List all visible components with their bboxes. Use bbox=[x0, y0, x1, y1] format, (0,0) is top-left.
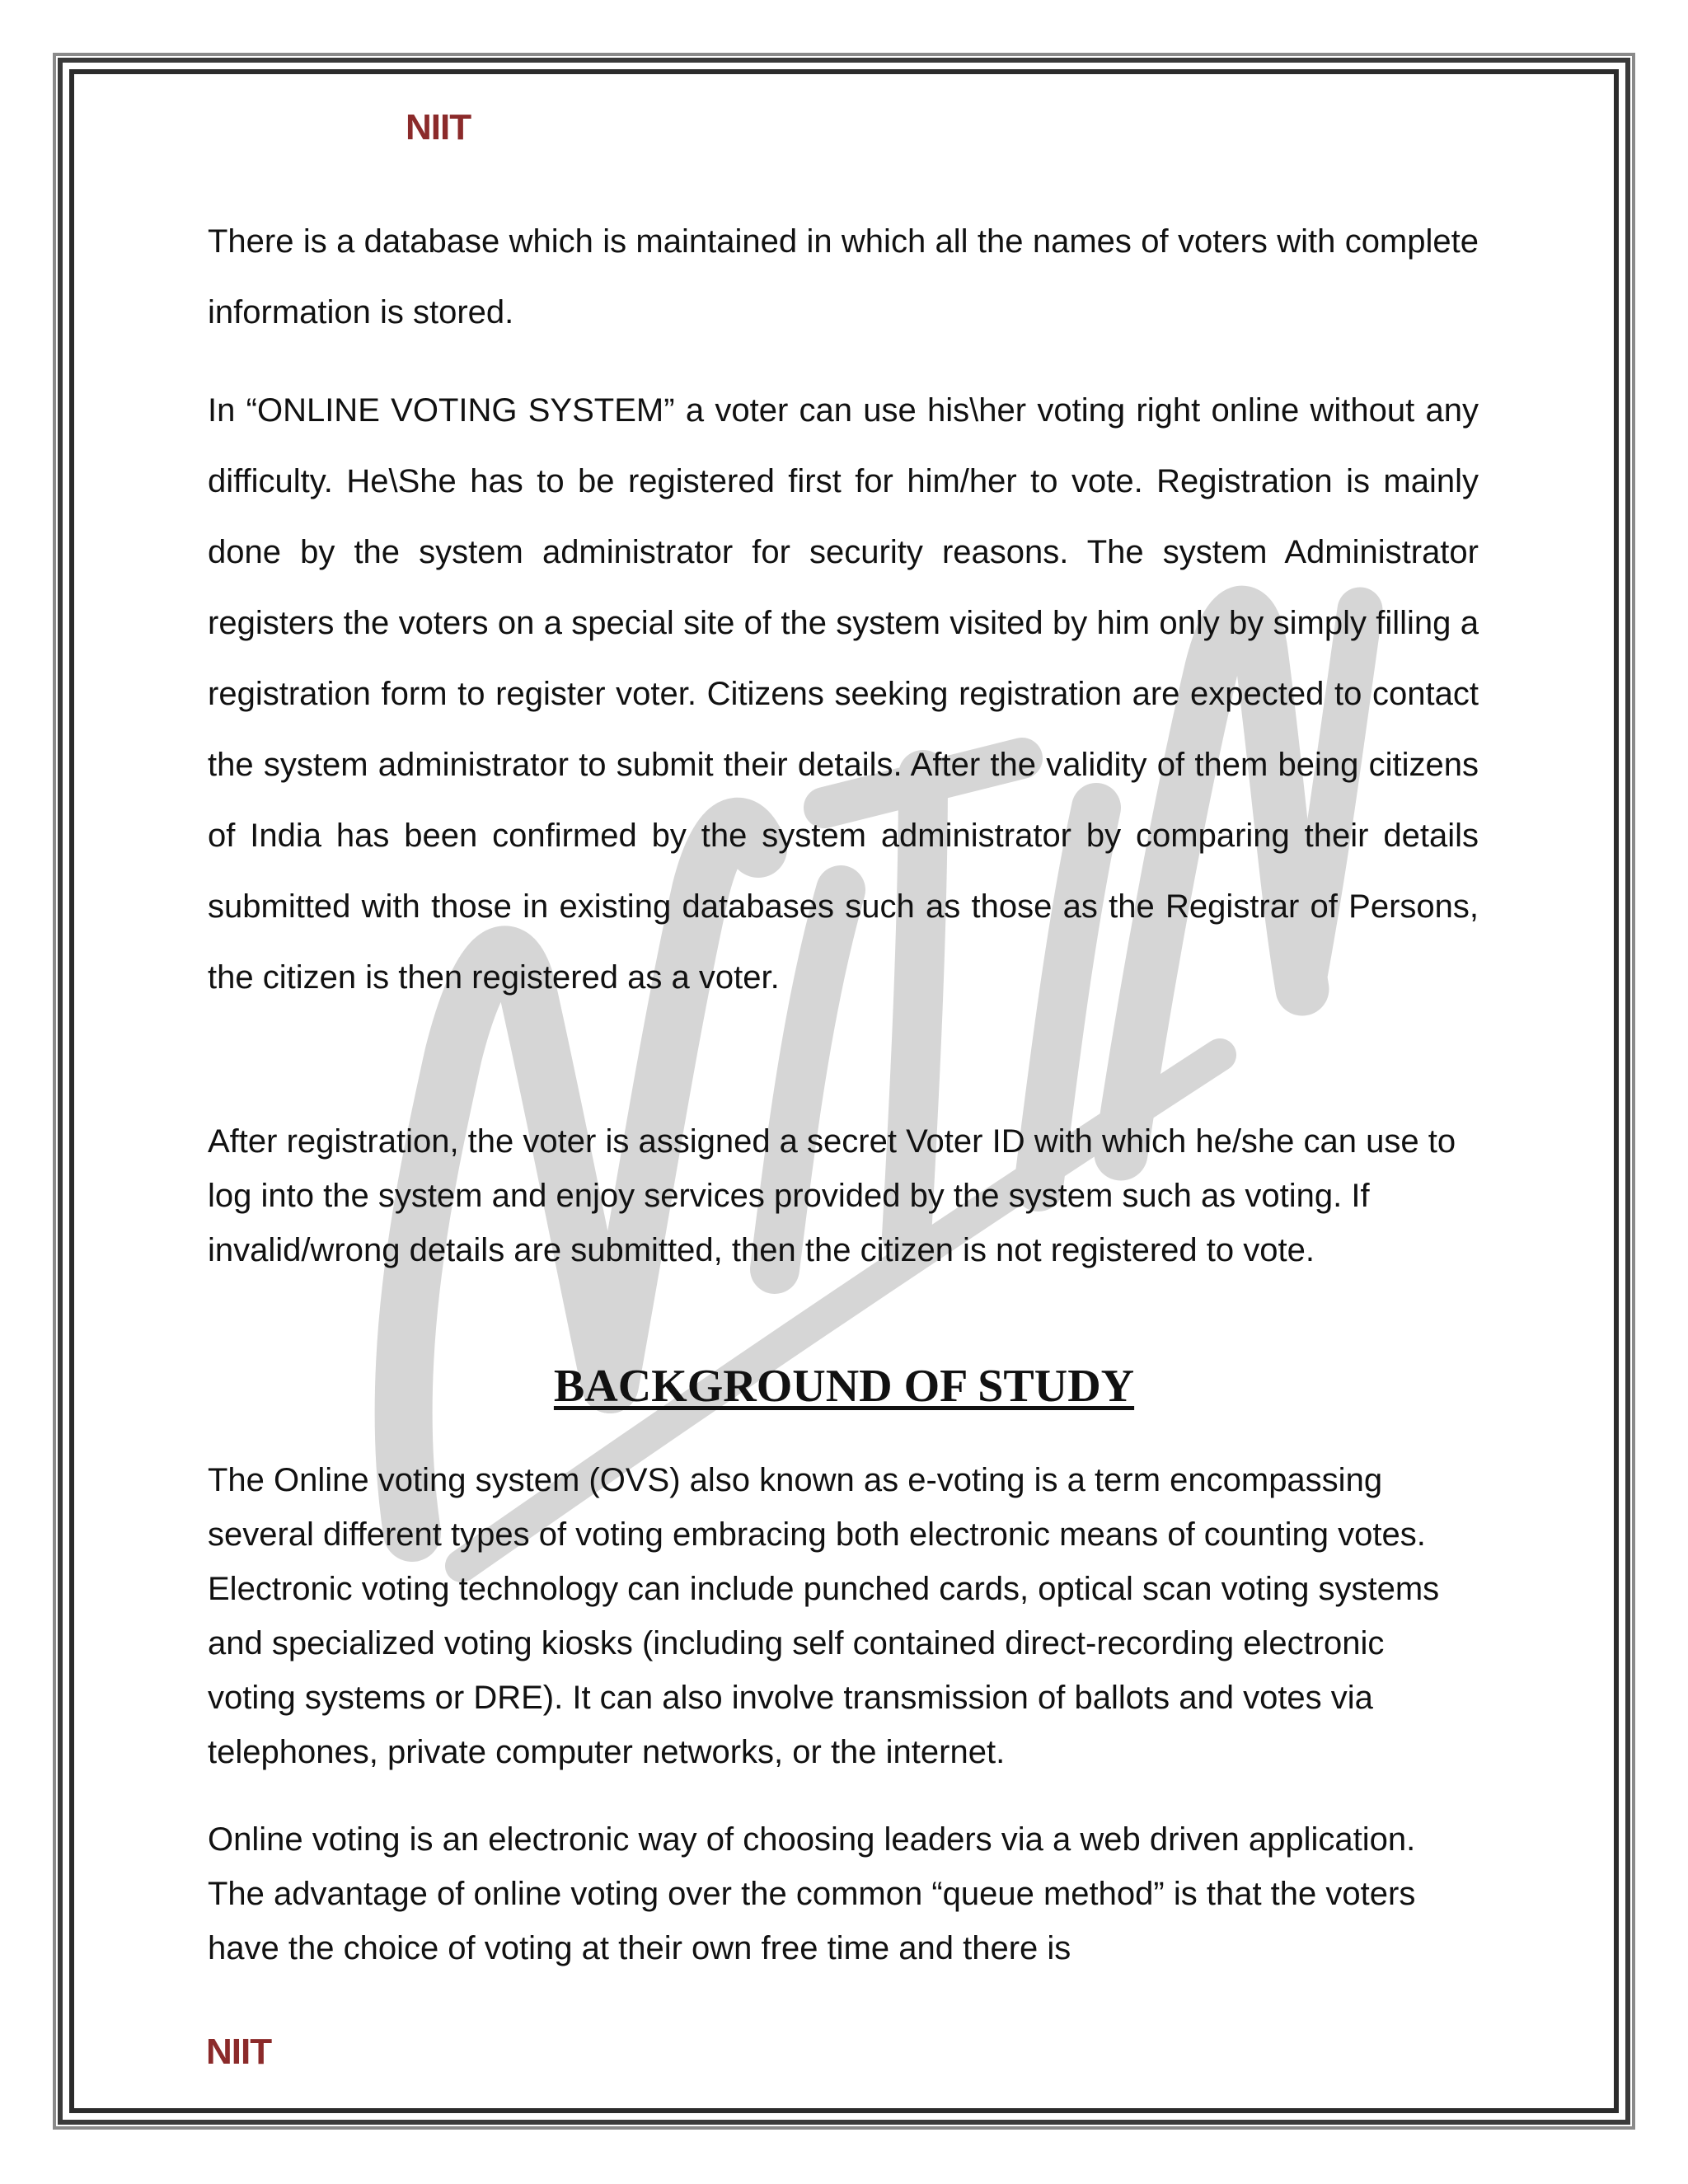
header-logo: NIIT bbox=[406, 107, 471, 148]
paragraph-database: There is a database which is maintained in which all the names of voters with complete information is stored. bbox=[208, 223, 1479, 330]
footer-logo: NIIT bbox=[206, 2032, 272, 2072]
paragraph-after-registration: After registration, the voter is assigned a secret Voter ID with which he/she can use to log into the system and enjoy services provided by the system such as voting. If invalid/wrong details are submitted, then the citizen is not registered to vote. bbox=[208, 1123, 1456, 1268]
section-heading: BACKGROUND OF STUDY bbox=[553, 1361, 1135, 1412]
paragraph-ovs-definition: The Online voting system (OVS) also known as e-voting is a term encompassing several different types of voting embracing both electronic means of counting votes. Electronic voting technology can include punched cards, optical scan voting systems and specialized voting kiosks (including self contained direct-recording electronic voting systems or DRE). It can also involve transmission of ballots and votes via telephones, private computer networks, or the internet. bbox=[208, 1462, 1440, 1770]
paragraph-online-voting-system: In “ONLINE VOTING SYSTEM” a voter can use his\her voting right online without any difficulty. He\She has to be registered first for him/her to vote. Registration is mainly done by the system administrator for security reasons. The system Administrator registers the voters on a special site of the system visited by him only by simply filling a registration form to register voter. Citizens seeking registration are expected to contact the system administrator to submit their details. After the validity of them being citizens of India has been confirmed by the system administrator by comparing their details submitted with those in existing databases such as those as the Registrar of Persons, the citizen is then registered as a voter. bbox=[208, 392, 1479, 996]
paragraph-online-voting-advantage: Online voting is an electronic way of choosing leaders via a web driven application. The advantage of online voting over the common “queue method” is that the voters have the choice of voting at their own free time and there is bbox=[208, 1821, 1416, 1966]
